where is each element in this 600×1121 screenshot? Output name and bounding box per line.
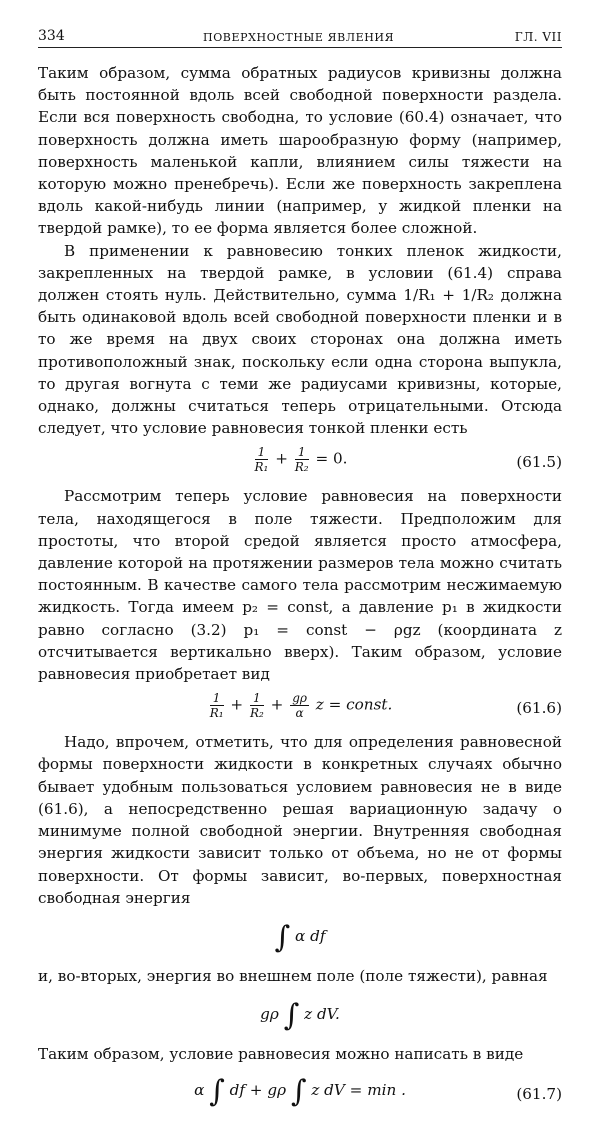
page-header xyxy=(38,26,562,48)
paragraph-4: Надо, впрочем, отметить, что для определения равновесной формы поверхности жидкости в конкретных случаях обычно бывает удобным пользоваться условием равновесия не в виде (61.6), а непосредственно решая вариационную задачу о минимуме полной свободной энергии. Внутренняя свободная энергия жидкости зависит только от объема, но не от формы поверхности. От формы зависит, во-первых, поверхностная свободная энергия xyxy=(38,733,562,907)
equation-number: (61.5) xyxy=(516,453,562,472)
equation-61-6: $\frac{1}{\text{R₁}}$ + $\frac{1}{\text{R₂}}$ + $\frac{g\rho}{\alpha}$ z = const. (61.6) xyxy=(209,691,562,721)
equation-61-5: $\frac{1}{\text{R₁}}$ + $\frac{1}{\text{R₂}}$ = 0. (61.5) xyxy=(254,445,562,475)
paragraph-3: Рассмотрим теперь условие равновесия на поверхности тела, находящегося в поле тяжести. Предположим для простоты, что второй средой является просто атмосфера, давление которой на протяжении размеров тела можно считать постоянным. В качестве самого тела рассмотрим несжимаемую жидкость. Тогда имеем p₂ = const, а давление p₁ в жидкости равно согласно (3.2) p₁ = const − ρgz (координата z отсчитывается вертикально вверх). Таким образом, условие равновесия приобретает вид xyxy=(38,487,562,684)
paragraph-5: и, во-вторых, энергия во внешнем поле (поле тяжести), равная xyxy=(38,966,548,985)
integral-sign: ∫ xyxy=(209,1074,225,1110)
paragraph-2: В применении к равновесию тонких пленок жидкости, закрепленных на твердой рамке, в условии (61.4) справа должен стоять нуль. Действительно, сумма 1/R₁ + 1/R₂ должна быть одинаковой вдоль всей свободной поверхности пленки и в то же время на двух своих сторонах она должна иметь противоположный знак, поскольку если одна сторона выпукла, то другая вогнута с теми же радиусами кривизны, которые, однако, должны считаться теперь отрицательными. Отсюда следует, что условие равновесия тонкой пленки есть xyxy=(38,241,562,438)
page-number: 334 xyxy=(38,28,65,44)
header-rule xyxy=(38,47,562,48)
integral-sign: ∫ xyxy=(290,1074,307,1110)
paragraph-1: Таким образом, сумма обратных радиусов кривизны должна быть постоянной вдоль всей свободной поверхности раздела. Если вся поверхность свободна, то условие (60.4) означает, что поверхность должна иметь шарообразную форму (например, поверхность маленькой капли, влиянием силы тяжести на которую можно пренебречь). Если же поверхность закреплена вдоль какой-нибудь линии (например, у жидкой пленки на твердой рамке), то ее форма является более сложной. xyxy=(38,64,562,238)
equation-field-energy: gρ ∫ z dV. xyxy=(260,998,340,1034)
page-body xyxy=(38,62,562,1121)
equation-surface-energy: ∫ α df xyxy=(274,919,326,955)
equation-61-7: α ∫ df + gρ ∫ z dV = min . (61.7) xyxy=(194,1074,562,1110)
paragraph-6: Таким образом, условие равновесия можно написать в виде xyxy=(38,1045,524,1064)
chapter-label: ГЛ. VII xyxy=(514,30,562,44)
integral-sign: ∫ xyxy=(283,998,300,1034)
equation-number: (61.7) xyxy=(516,1085,562,1104)
running-title: ПОВЕРХНОСТНЫЕ ЯВЛЕНИЯ xyxy=(203,31,395,44)
integral-sign: ∫ xyxy=(274,919,291,955)
equation-number: (61.6) xyxy=(516,699,562,718)
